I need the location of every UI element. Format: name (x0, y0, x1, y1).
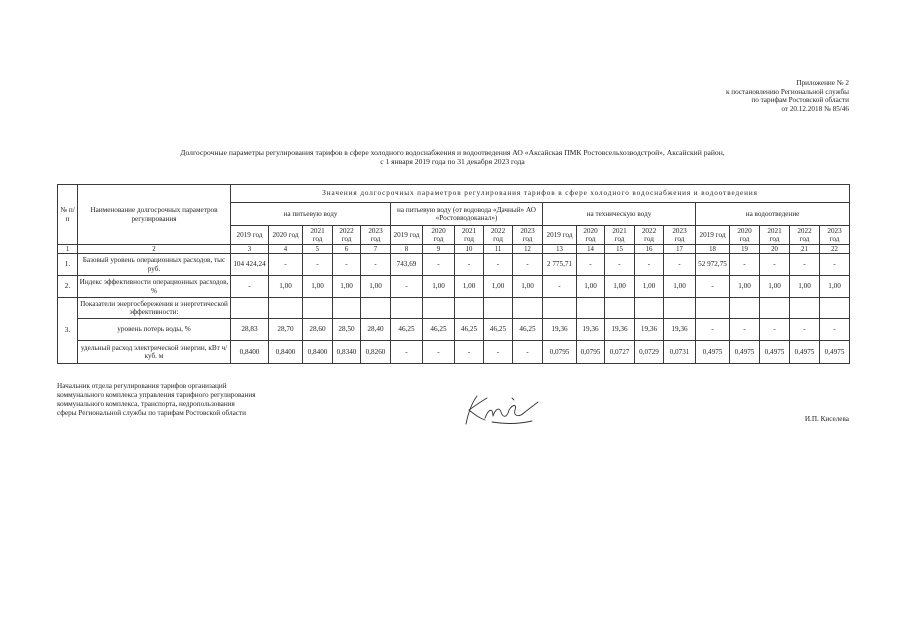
signatory-position (57, 382, 256, 418)
column-number: 22 (820, 245, 850, 254)
year-header-cell (303, 226, 333, 245)
parameter-value: 104 424,24 (231, 254, 269, 276)
parameter-value: 1,00 (333, 276, 361, 298)
table-row (58, 319, 850, 341)
parameter-value (303, 298, 333, 319)
parameter-value: 19,36 (605, 319, 635, 341)
parameter-value: 0,8400 (303, 341, 333, 364)
parameter-value: - (391, 341, 423, 364)
parameter-value (820, 298, 850, 319)
group-header-drinking-water-dachny: на питьевую воду (от водовода «Дачный» АО «Ростовводоканал») (391, 203, 543, 226)
parameter-value: 28,70 (269, 319, 303, 341)
parameter-value (269, 298, 303, 319)
parameter-value: 0,8340 (333, 341, 361, 364)
group-header-drinking-water: на питьевую воду (231, 203, 391, 226)
parameter-value: 1,00 (790, 276, 820, 298)
year-label: 2019 год (699, 230, 726, 239)
parameter-value: 0,0727 (605, 341, 635, 364)
parameter-value: 1,00 (635, 276, 664, 298)
parameter-value: - (760, 254, 790, 276)
year-header-cell (605, 226, 635, 245)
parameter-value: - (484, 341, 513, 364)
year-header-cell (269, 226, 303, 245)
parameter-value: - (730, 254, 760, 276)
parameter-value: 0,0731 (664, 341, 696, 364)
column-number: 17 (664, 245, 696, 254)
year-label: 2020 год (583, 226, 598, 243)
year-label: 2023 год (520, 226, 535, 243)
parameter-value (513, 298, 543, 319)
column-number: 5 (303, 245, 333, 254)
parameter-value: 0,4975 (730, 341, 760, 364)
parameter-value (635, 298, 664, 319)
year-label: 2019 год (393, 230, 420, 239)
parameter-value: - (730, 319, 760, 341)
year-label: 2022 год (490, 226, 506, 243)
header-parameter-name: Наименование долгосрочных параметров регулирования (78, 185, 231, 245)
appendix-reference (726, 79, 849, 113)
table-row (58, 341, 850, 364)
parameter-value: - (269, 254, 303, 276)
position-line: Начальник отдела регулирования тарифов организаций (57, 382, 227, 390)
year-label: 2021 год (612, 226, 627, 243)
year-header-cell (513, 226, 543, 245)
parameter-value: 28,60 (303, 319, 333, 341)
column-number: 3 (231, 245, 269, 254)
year-label: 2022 год (797, 226, 812, 243)
year-header-cell (423, 226, 455, 245)
parameter-value (577, 298, 605, 319)
parameter-value (760, 298, 790, 319)
parameter-name: Базовый уровень операционных расходов, тыс руб. (78, 254, 231, 276)
parameter-value: 46,25 (391, 319, 423, 341)
year-header-cell (231, 226, 269, 245)
title-line: с 1 января 2019 года по 31 декабря 2023 года (380, 156, 525, 166)
handwritten-signature (452, 388, 544, 428)
parameter-value (231, 298, 269, 319)
position-line: коммунального комплекса, транспорта, недропользования (57, 400, 235, 408)
parameter-value: 1,00 (269, 276, 303, 298)
appendix-line: по тарифам Ростовской области (751, 96, 849, 105)
parameter-value: 1,00 (513, 276, 543, 298)
parameter-value (423, 298, 455, 319)
column-number: 1 (58, 245, 78, 254)
position-line: сферы Региональной службы по тарифам Ростовской области (57, 409, 246, 417)
parameter-value: 1,00 (820, 276, 850, 298)
parameter-value: 28,50 (333, 319, 361, 341)
year-header-cell (820, 226, 850, 245)
parameter-value: 0,8400 (231, 341, 269, 364)
year-header-cell (361, 226, 391, 245)
parameter-value: 1,00 (605, 276, 635, 298)
parameter-value (790, 298, 820, 319)
parameter-value: - (605, 254, 635, 276)
year-header-cell (484, 226, 513, 245)
group-header-wastewater: на водоотведение (696, 203, 850, 226)
parameter-value: 0,4975 (760, 341, 790, 364)
parameter-value: 46,25 (513, 319, 543, 341)
column-number: 18 (696, 245, 730, 254)
year-header-cell (455, 226, 484, 245)
parameter-value: - (513, 341, 543, 364)
appendix-line: Приложение № 2 (796, 79, 849, 87)
parameter-value: - (543, 276, 577, 298)
year-header-cell (760, 226, 790, 245)
column-number: 2 (78, 245, 231, 254)
parameter-value: 46,25 (484, 319, 513, 341)
parameter-value: - (333, 254, 361, 276)
parameter-value: 19,36 (664, 319, 696, 341)
year-label: 2020 год (737, 226, 752, 243)
signer-name: И.П. Киселева (804, 415, 849, 423)
column-number: 6 (333, 245, 361, 254)
parameter-value: - (696, 276, 730, 298)
row-number: 2. (58, 276, 78, 298)
parameter-value: 1,00 (760, 276, 790, 298)
parameter-value: 0,8400 (269, 341, 303, 364)
parameter-value: 2 775,71 (543, 254, 577, 276)
year-label: 2023 год (672, 226, 687, 243)
table-row (58, 276, 850, 298)
column-number: 11 (484, 245, 513, 254)
parameter-value: 46,25 (423, 319, 455, 341)
parameter-value: 19,36 (635, 319, 664, 341)
row-number: 3. (58, 298, 78, 364)
parameter-value: - (790, 254, 820, 276)
parameter-value (605, 298, 635, 319)
parameter-value: 19,36 (577, 319, 605, 341)
header-row (58, 185, 850, 203)
document-title (0, 149, 905, 166)
parameter-value: - (361, 254, 391, 276)
parameter-value: - (696, 319, 730, 341)
parameter-value: - (484, 254, 513, 276)
parameter-value (543, 298, 577, 319)
year-header-cell (730, 226, 760, 245)
parameter-value (455, 298, 484, 319)
parameter-value: 28,83 (231, 319, 269, 341)
parameter-value: - (635, 254, 664, 276)
parameter-value: 1,00 (577, 276, 605, 298)
parameter-value: 1,00 (455, 276, 484, 298)
column-number: 15 (605, 245, 635, 254)
parameter-value (696, 298, 730, 319)
year-label: 2019 год (546, 230, 573, 239)
parameter-value: 0,0729 (635, 341, 664, 364)
parameter-value: 1,00 (484, 276, 513, 298)
parameter-value: 1,00 (423, 276, 455, 298)
parameter-value: 0,4975 (820, 341, 850, 364)
column-number: 12 (513, 245, 543, 254)
year-header-cell (696, 226, 730, 245)
parameter-value (333, 298, 361, 319)
appendix-line: от 20.12.2018 № 85/46 (781, 104, 849, 113)
parameter-value: 0,0795 (543, 341, 577, 364)
column-number: 4 (269, 245, 303, 254)
parameter-value: - (790, 319, 820, 341)
parameter-value: - (423, 254, 455, 276)
year-label: 2021 год (767, 226, 782, 243)
tariff-parameters-table (57, 184, 850, 364)
parameter-value: - (455, 254, 484, 276)
parameter-value: - (303, 254, 333, 276)
header-values: Значения долгосрочных параметров регулирования тарифов в сфере холодного водоснабжения и водоотведения (231, 185, 850, 203)
column-number: 20 (760, 245, 790, 254)
parameter-value: 743,69 (391, 254, 423, 276)
row-number: 1. (58, 254, 78, 276)
parameter-value: 28,40 (361, 319, 391, 341)
parameter-value: 0,0795 (577, 341, 605, 364)
table-row (58, 298, 850, 319)
column-number: 16 (635, 245, 664, 254)
year-label: 2022 год (339, 226, 354, 243)
parameter-name: уровень потерь воды, % (78, 319, 231, 341)
parameter-value (361, 298, 391, 319)
parameter-value: - (231, 276, 269, 298)
year-label: 2021 год (461, 226, 477, 243)
parameter-value (664, 298, 696, 319)
parameter-value: - (455, 341, 484, 364)
year-header-cell (577, 226, 605, 245)
year-header-cell (333, 226, 361, 245)
parameter-value: 1,00 (664, 276, 696, 298)
column-number: 8 (391, 245, 423, 254)
year-label: 2020 год (431, 226, 446, 243)
column-number: 13 (543, 245, 577, 254)
year-label: 2022 год (641, 226, 657, 243)
year-header-cell (664, 226, 696, 245)
parameter-name: Показатели энергосбережения и энергетической эффективности: (78, 298, 231, 319)
parameter-value: - (820, 254, 850, 276)
parameter-value: 46,25 (455, 319, 484, 341)
year-header-cell (391, 226, 423, 245)
column-number: 21 (790, 245, 820, 254)
parameter-value: 52 972,75 (696, 254, 730, 276)
parameter-value: - (760, 319, 790, 341)
parameter-value: - (820, 319, 850, 341)
parameter-value: 0,4975 (696, 341, 730, 364)
parameter-value: 1,00 (303, 276, 333, 298)
parameter-value (391, 298, 423, 319)
parameter-value: 0,8260 (361, 341, 391, 364)
column-number-row (58, 245, 850, 254)
parameter-value: - (423, 341, 455, 364)
parameter-name: Индекс эффективности операционных расходов, % (78, 276, 231, 298)
appendix-line: к постановлению Региональной службы (725, 87, 849, 96)
parameter-value: 1,00 (730, 276, 760, 298)
year-label: 2023 год (827, 226, 842, 243)
column-number: 7 (361, 245, 391, 254)
title-line: Долгосрочные параметры регулирования тарифов в сфере холодного водоснабжения и водоотведения АО «Аксайская ПМК Ростовсельхозводстрой», Аксайский район, (180, 148, 725, 157)
parameter-value: - (577, 254, 605, 276)
parameter-value: 1,00 (361, 276, 391, 298)
parameter-value: - (391, 276, 423, 298)
parameter-value: - (513, 254, 543, 276)
group-header-technical-water: на техническую воду (543, 203, 696, 226)
column-number: 10 (455, 245, 484, 254)
table-row (58, 254, 850, 276)
column-number: 9 (423, 245, 455, 254)
column-number: 19 (730, 245, 760, 254)
year-label: 2019 год (236, 230, 263, 239)
parameter-value: 19,36 (543, 319, 577, 341)
year-label: 2020 год (272, 230, 299, 239)
header-row-number: № п/п (58, 185, 78, 245)
year-header-cell (635, 226, 664, 245)
parameter-value: - (664, 254, 696, 276)
parameter-value (484, 298, 513, 319)
year-header-cell (790, 226, 820, 245)
year-label: 2021 год (310, 226, 325, 243)
column-number: 14 (577, 245, 605, 254)
parameter-value (730, 298, 760, 319)
parameter-name: удельный расход электрической энергии, кВт ч/куб. м (78, 341, 231, 364)
year-label: 2023 год (368, 226, 383, 243)
position-line: коммунального комплекса управления тарифного регулирования (57, 391, 256, 399)
parameter-value: 0,4975 (790, 341, 820, 364)
year-header-cell (543, 226, 577, 245)
